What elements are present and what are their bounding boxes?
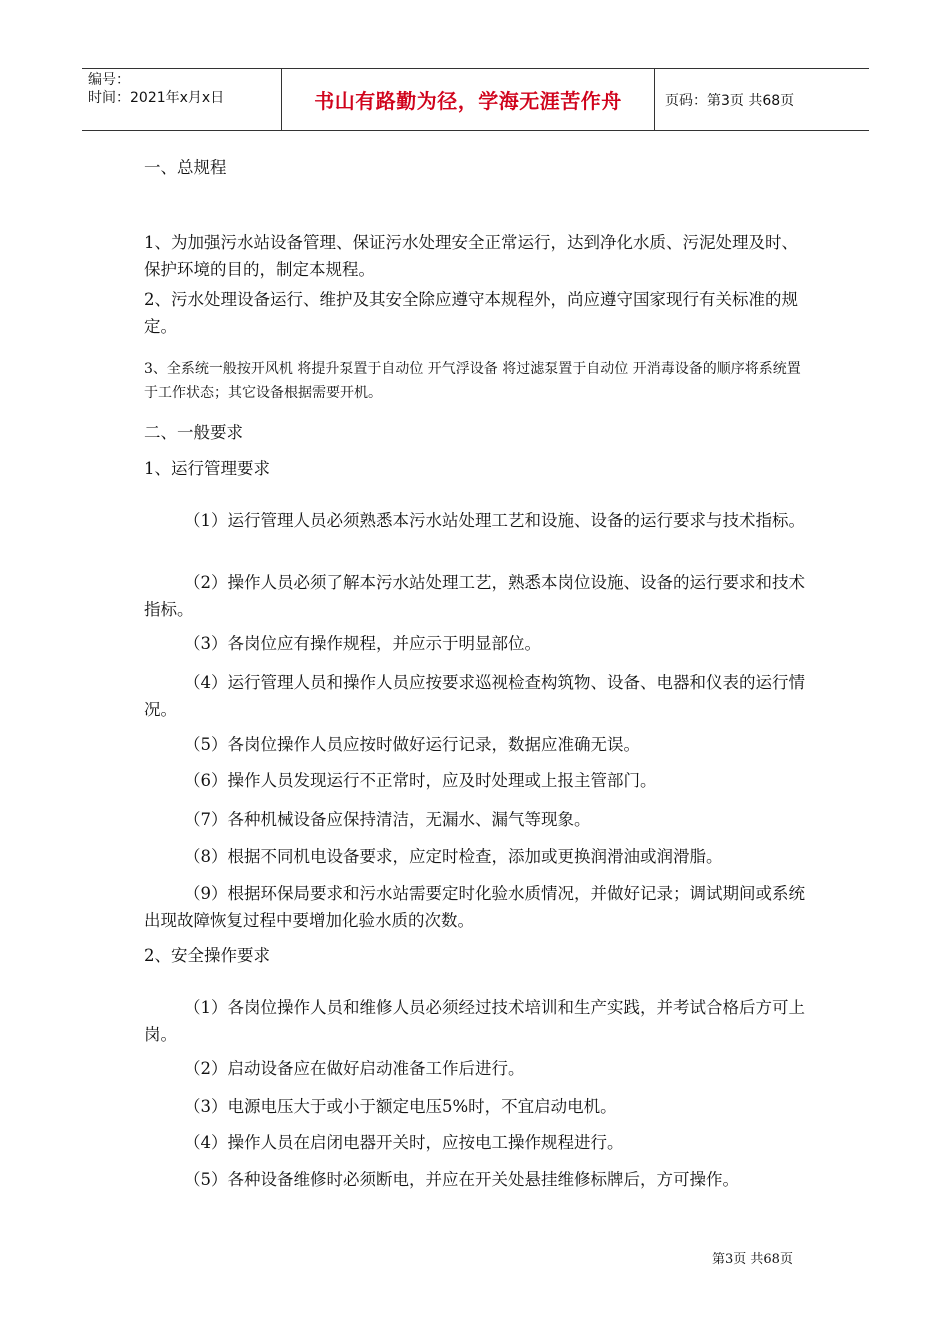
section-title-general-requirements: 二、一般要求 (144, 423, 243, 442)
paragraph-3: 3、全系统一般按开风机 将提升泵置于自动位 开气浮设备 将过滤泵置于自动位 开消毒设备的顺序将系统置于工作状态；其它设备根据需要开机。 (144, 361, 801, 401)
safety-requirement-3: （3）电源电压大于或小于额定电压5%时，不宜启动电机。 (184, 1097, 617, 1116)
requirement-6: （6）操作人员发现运行不正常时，应及时处理或上报主管部门。 (184, 771, 657, 790)
safety-requirement-5: （5）各种设备维修时必须断电，并应在开关处悬挂维修标牌后，方可操作。 (184, 1170, 739, 1189)
requirement-2: （2）操作人员必须了解本污水站处理工艺，熟悉本岗位设施、设备的运行要求和技术指标。 (144, 573, 805, 619)
header-page-info (655, 69, 869, 130)
paragraph-2: 2、污水处理设备运行、维护及其安全除应遵守本规程外，尚应遵守国家现行有关标准的规定。 (144, 290, 798, 336)
requirement-5: （5）各岗位操作人员应按时做好运行记录，数据应准确无误。 (184, 735, 640, 754)
document-time: 时间：2021年x月x日 (88, 90, 225, 106)
motto-text: 书山有路勤为径，学海无涯苦作舟 (314, 89, 622, 113)
safety-requirement-1: （1）各岗位操作人员和维修人员必须经过技术培训和生产实践，并考试合格后方可上岗。 (144, 998, 805, 1044)
page-footer (712, 1248, 793, 1267)
header-meta (82, 69, 282, 130)
requirement-9: （9）根据环保局要求和污水站需要定时化验水质情况，并做好记录；调试期间或系统出现故障恢复过程中要增加化验水质的次数。 (144, 884, 805, 930)
header-motto-cell (282, 69, 655, 130)
requirement-3: （3）各岗位应有操作规程，并应示于明显部位。 (184, 634, 541, 653)
section-title-general: 一、总规程 (144, 158, 227, 177)
requirement-8: （8）根据不同机电设备要求，应定时检查，添加或更换润滑油或润滑脂。 (184, 847, 723, 866)
requirement-7: （7）各种机械设备应保持清洁，无漏水、漏气等现象。 (184, 810, 591, 829)
document-id-label: 编号： (88, 72, 130, 88)
requirement-1: （1）运行管理人员必须熟悉本污水站处理工艺和设施、设备的运行要求与技术指标。 (184, 511, 805, 530)
paragraph-1: 1、为加强污水站设备管理、保证污水处理安全正常运行，达到净化水质、污泥处理及时、保护环境的目的，制定本规程。 (144, 233, 798, 279)
page-info-text: 页码：第3页 共68页 (665, 92, 795, 109)
subsection-operation-management: 1、运行管理要求 (144, 459, 270, 478)
requirement-4: （4）运行管理人员和操作人员应按要求巡视检查构筑物、设备、电器和仪表的运行情况。 (144, 673, 805, 719)
safety-requirement-2: （2）启动设备应在做好启动准备工作后进行。 (184, 1059, 525, 1078)
safety-requirement-4: （4）操作人员在启闭电器开关时，应按电工操作规程进行。 (184, 1133, 624, 1152)
subsection-safety-operation: 2、安全操作要求 (144, 946, 270, 965)
header-table (82, 68, 869, 131)
footer-page-number: 第3页 共68页 (712, 1252, 793, 1267)
